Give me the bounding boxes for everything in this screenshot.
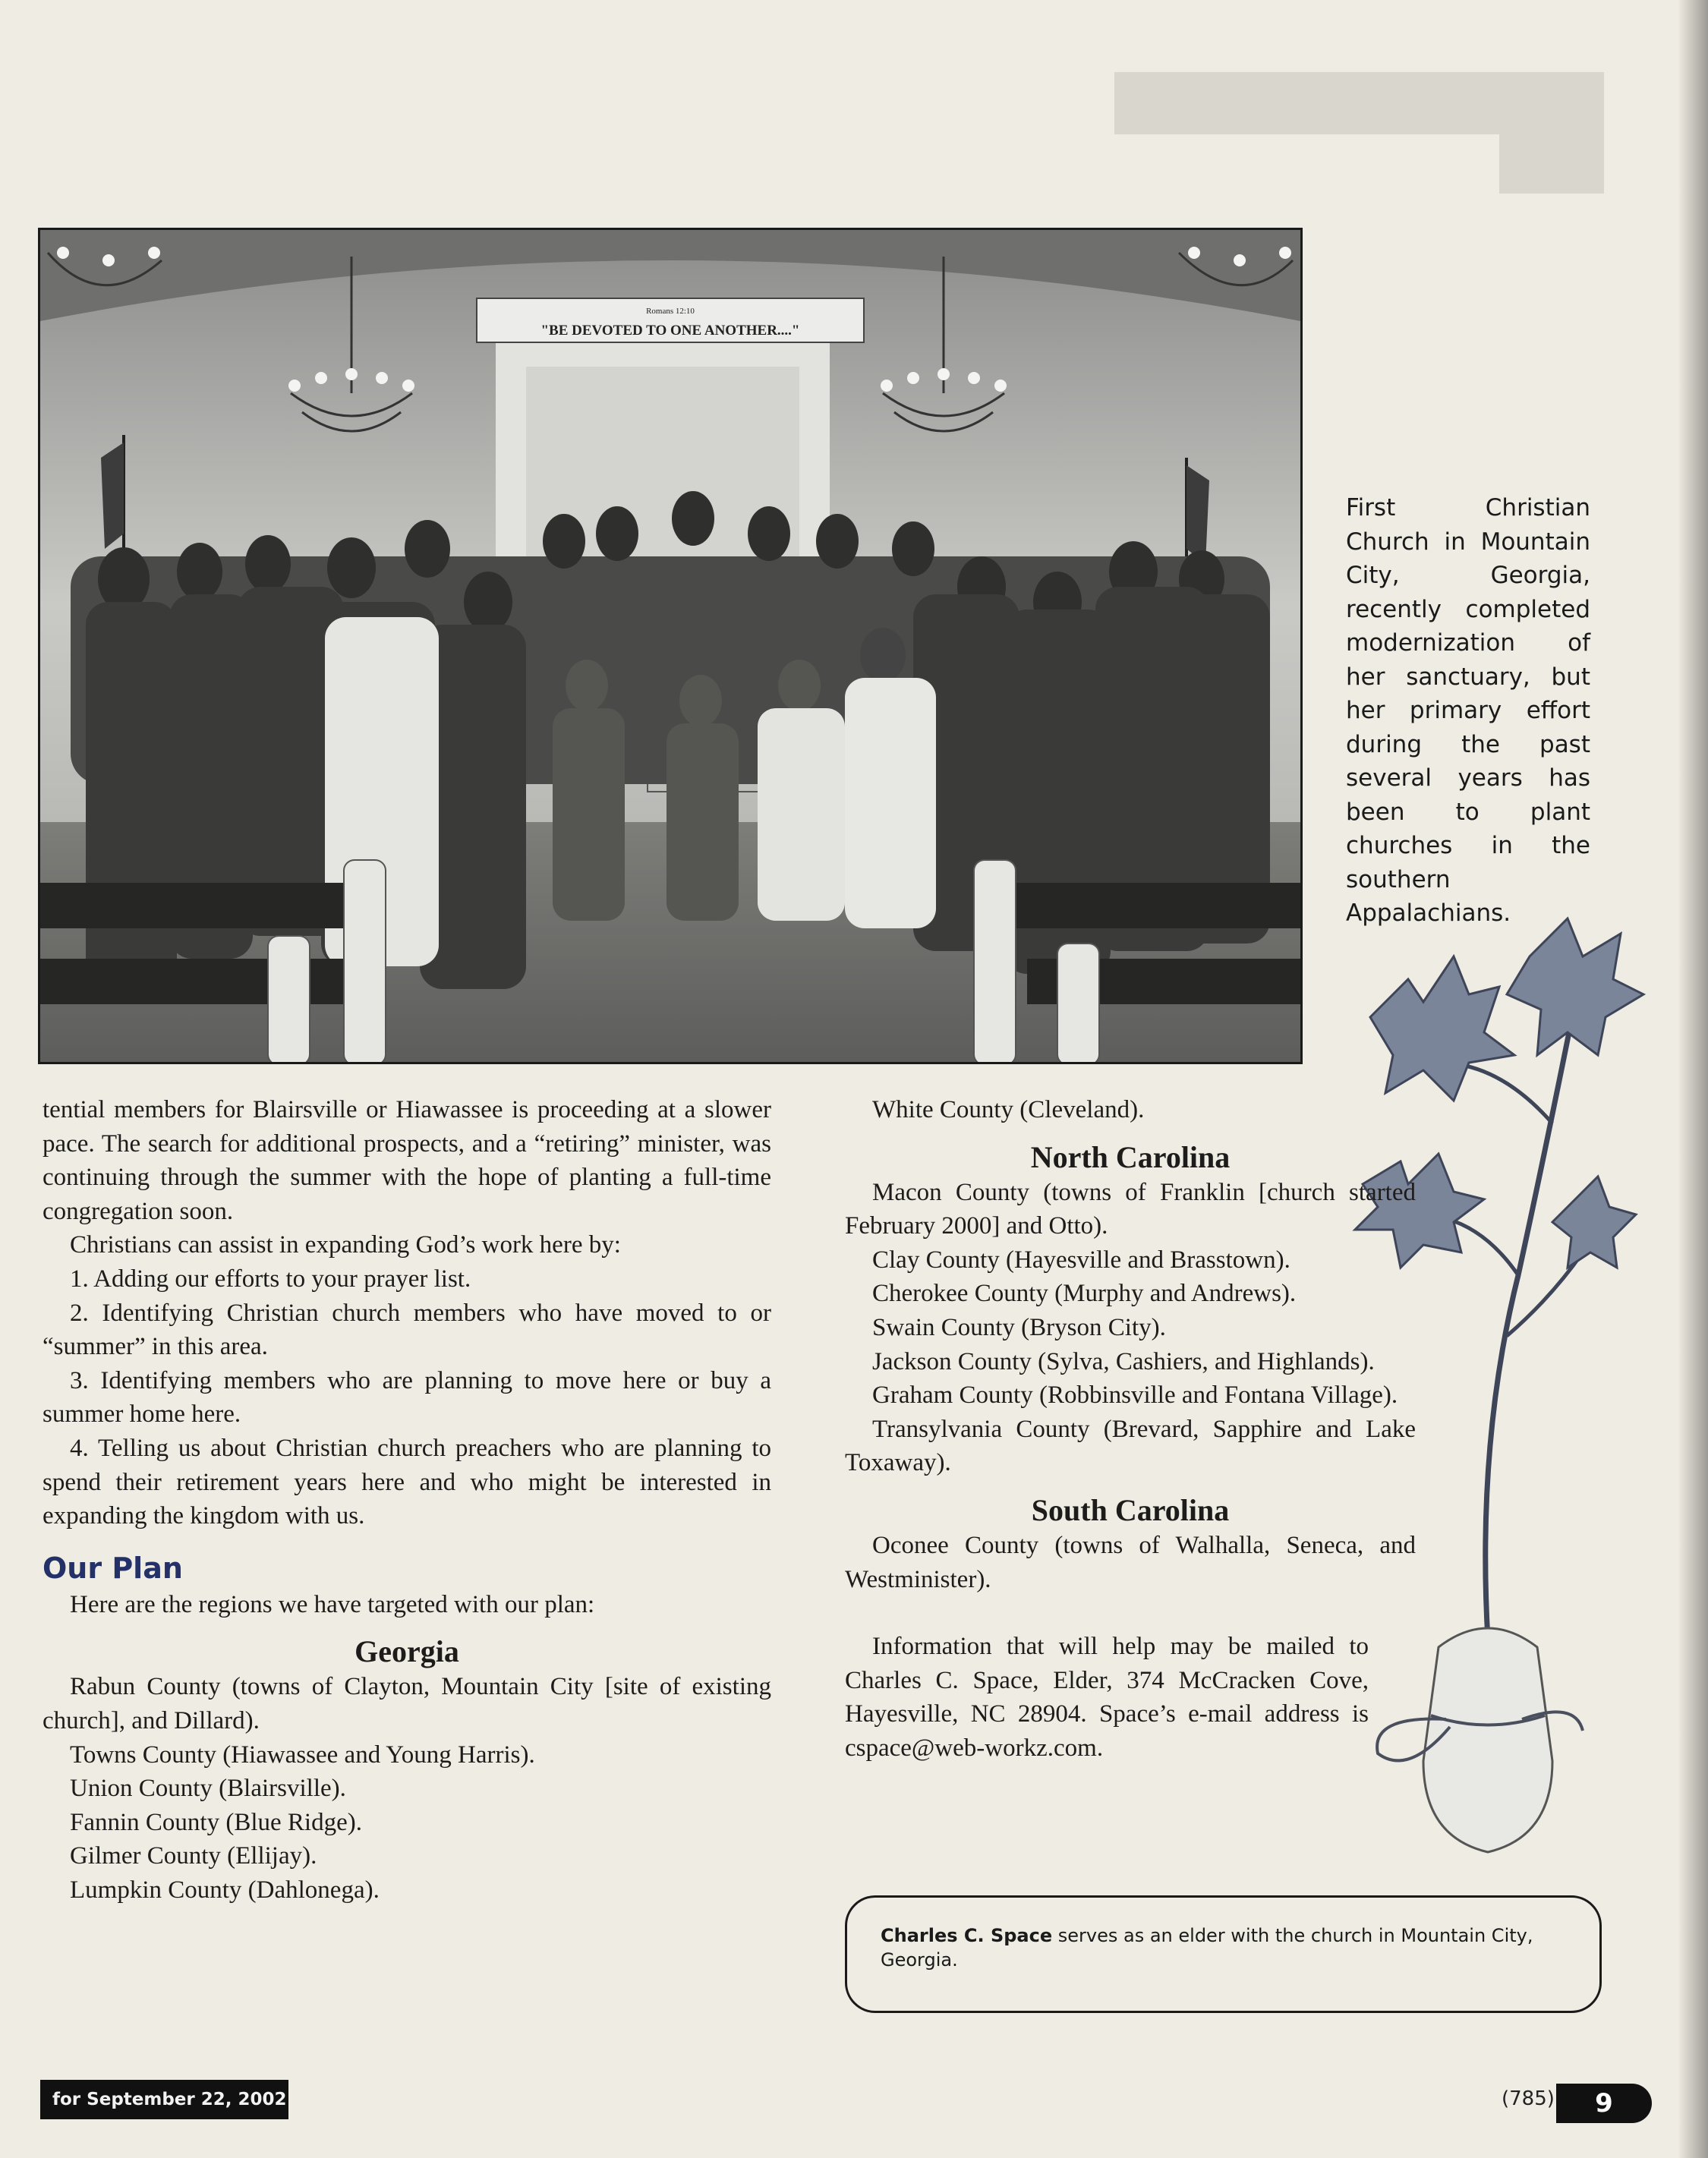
page-number: 9 [1556, 2084, 1652, 2123]
list-item: 1. Adding our efforts to your prayer list. [70, 1265, 471, 1293]
page-code: (785) [1502, 2087, 1555, 2110]
list-item: 2. Identifying Christian church members who have moved to or “summer” in this area. [43, 1299, 771, 1361]
paragraph-gap [845, 1596, 1416, 1630]
county-item: Lumpkin County (Dahlonega). [70, 1876, 380, 1904]
header-tint-tab [1499, 134, 1604, 194]
assist-lead: Christians can assist in expanding God’s work here by: [70, 1231, 621, 1259]
header-tint-box [1114, 72, 1604, 134]
county-item: Transylvania County (Brevard, Sapphire and Lake Toxaway). [845, 1415, 1416, 1477]
photo-caption: First Christian Church in Mountain City, Georgia, recently completed modernization of her sanctuary, but her primary effort during the past several years has been to plant churches in the southern Appalachians. [1346, 494, 1590, 927]
intro-paragraph: tential members for Blairsville or Hiawassee is proceeding at a slower pace. The search for additional prospects, and a “retiring” minister, was continuing through the summer with the hope of planting a full-time congregation soon. [43, 1096, 771, 1225]
author-bio-box [845, 1895, 1602, 2013]
list-item: 3. Identifying members who are planning to move here or buy a summer home here. [43, 1366, 771, 1429]
congregation-photo [38, 228, 1303, 1064]
page-gutter-shadow [1678, 0, 1708, 2158]
county-item: Towns County (Hiawassee and Young Harris). [70, 1741, 535, 1769]
county-item: Fannin County (Blue Ridge). [70, 1808, 362, 1836]
left-column [43, 1093, 771, 1907]
county-item: Jackson County (Sylva, Cashiers, and Highlands). [872, 1347, 1375, 1375]
georgia-heading: Georgia [355, 1634, 459, 1669]
county-item: White County (Cleveland). [872, 1096, 1145, 1123]
county-item: Macon County (towns of Franklin [church started February 2000] and Otto). [845, 1178, 1416, 1240]
south-carolina-heading: South Carolina [1031, 1492, 1230, 1527]
banner-text: "BE DEVOTED TO ONE ANOTHER...." [540, 323, 800, 339]
county-item: Cherokee County (Murphy and Andrews). [872, 1280, 1297, 1308]
county-item: Oconee County (towns of Walhalla, Seneca, and Westminister). [845, 1531, 1416, 1593]
plan-intro: Here are the regions we have targeted with our plan: [70, 1590, 595, 1618]
list-item: 4. Telling us about Christian church preachers who are planning to spend their retirement years here and who might be interested in expanding the kingdom with us. [43, 1434, 771, 1530]
our-plan-heading: Our Plan [43, 1551, 183, 1585]
banner-small-text: Romans 12:10 [646, 307, 695, 316]
author-bio-text: serves as an elder with the church in Mountain City, Georgia. [881, 1925, 1533, 1971]
north-carolina-heading: North Carolina [1030, 1139, 1231, 1174]
county-item: Gilmer County (Ellijay). [70, 1842, 317, 1870]
county-item: Swain County (Bryson City). [872, 1313, 1166, 1341]
right-column [845, 1093, 1416, 1766]
author-name: Charles C. Space [881, 1925, 1053, 1946]
county-item: Rabun County (towns of Clayton, Mountain City [site of existing church], and Dillard). [43, 1673, 771, 1734]
county-item: Graham County (Robbinsville and Fontana Village). [872, 1381, 1398, 1410]
county-item: Union County (Blairsville). [70, 1775, 346, 1803]
county-item: Clay County (Hayesville and Brasstown). [872, 1246, 1290, 1274]
contact-info: Information that will help may be mailed to Charles C. Space, Elder, 374 McCracken Cove, Hayesville, NC 28904. Space’s e-mail address is cspace@web-workz.com. [845, 1633, 1369, 1762]
issue-date-footer: for September 22, 2002 [40, 2080, 288, 2119]
